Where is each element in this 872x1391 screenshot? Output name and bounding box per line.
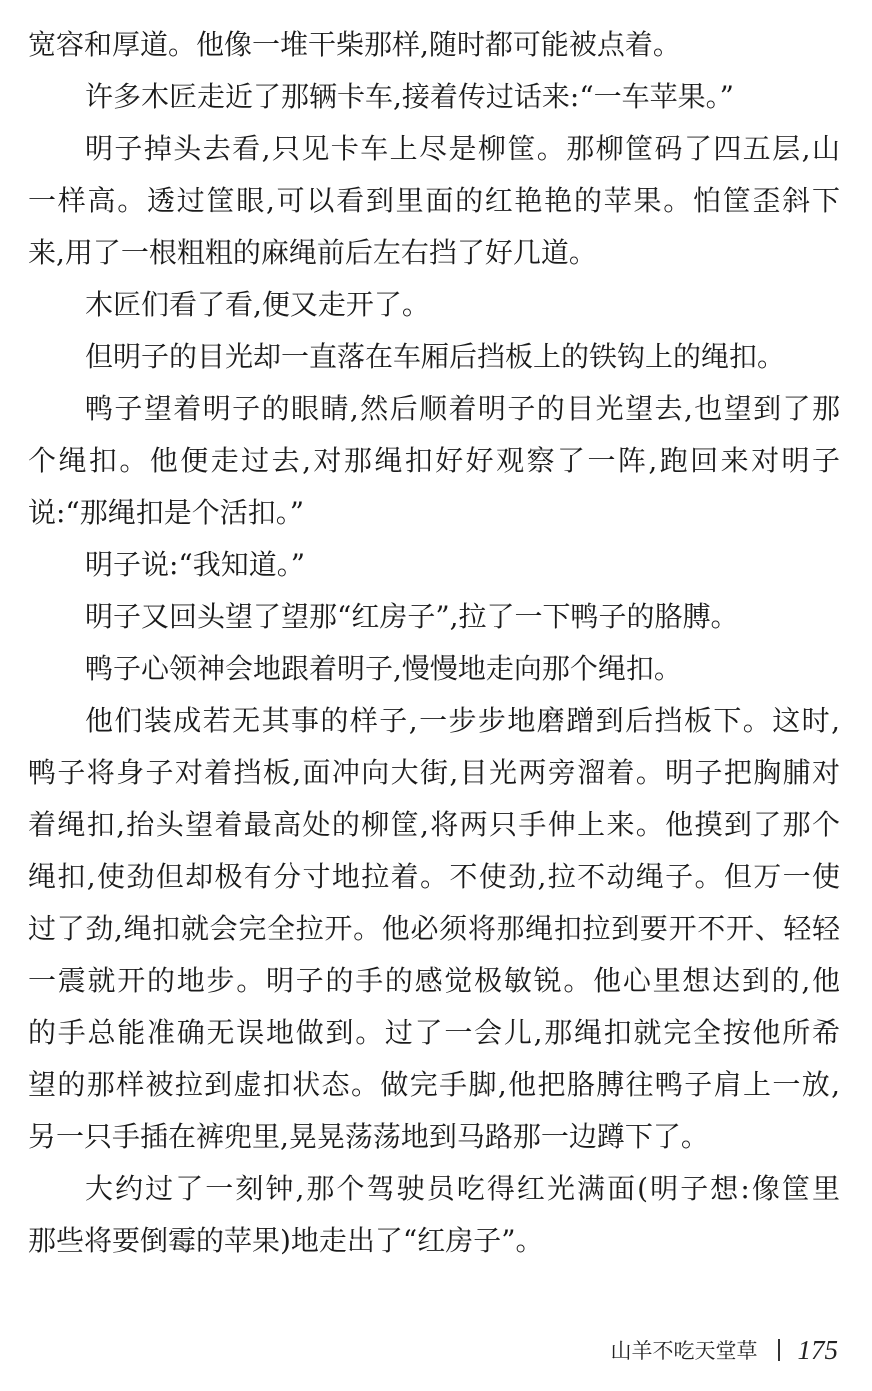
text-line: 木匠们看了看,便又走开了。: [85, 288, 430, 321]
text-line: 鸭子心领神会地跟着明子,慢慢地走向那个绳扣。: [85, 652, 682, 685]
text-line: 大约过了一刻钟,那个驾驶员吃得红光满面(明子想:像筐里: [85, 1172, 840, 1205]
text-line: 鸭子望着明子的眼睛,然后顺着明子的目光望去,也望到了那: [85, 392, 840, 425]
paragraph: [28, 71, 840, 123]
paragraph: [28, 1163, 840, 1267]
text-line: 另一只手插在裤兜里,晃晃荡荡地到马路那一边蹲下了。: [28, 1120, 709, 1153]
text-line: 说:“那绳扣是个活扣。”: [28, 496, 305, 529]
paragraph: [28, 19, 840, 71]
paragraph: [28, 539, 840, 591]
paragraph: [28, 591, 840, 643]
text-line: 着绳扣,抬头望着最高处的柳筐,将两只手伸上来。他摸到了那个: [28, 808, 840, 841]
text-line: 宽容和厚道。他像一堆干柴那样,随时都可能被点着。: [28, 28, 681, 61]
text-line: 一震就开的地步。明子的手的感觉极敏锐。他心里想达到的,他: [28, 964, 840, 997]
text-line: 来,用了一根粗粗的麻绳前后左右挡了好几道。: [28, 236, 597, 269]
paragraph: [28, 331, 840, 383]
paragraph: [28, 123, 840, 279]
paragraph: [28, 643, 840, 695]
paragraph: [28, 279, 840, 331]
paragraph: [28, 383, 840, 539]
text-line: 一样高。透过筐眼,可以看到里面的红艳艳的苹果。怕筐歪斜下: [28, 184, 840, 217]
text-line: 他们装成若无其事的样子,一步步地磨蹭到后挡板下。这时,: [85, 704, 840, 737]
text-line: 许多木匠走近了那辆卡车,接着传过话来:“一车苹果。”: [85, 80, 734, 113]
text-line: 那些将要倒霉的苹果)地走出了“红房子”。: [28, 1224, 544, 1257]
text-line: 明子说:“我知道。”: [85, 548, 306, 581]
footer-divider: [778, 1339, 780, 1361]
page-number: 175: [797, 1334, 838, 1365]
text-line: 绳扣,使劲但却极有分寸地拉着。不使劲,拉不动绳子。但万一使: [28, 860, 840, 893]
paragraph: [28, 695, 840, 1163]
body-text: [28, 19, 840, 1267]
text-line: 鸭子将身子对着挡板,面冲向大街,目光两旁溜着。明子把胸脯对: [28, 756, 840, 789]
text-line: 过了劲,绳扣就会完全拉开。他必须将那绳扣拉到要开不开、轻轻: [28, 912, 840, 945]
running-title: 山羊不吃天堂草: [610, 1339, 758, 1363]
text-line: 明子掉头去看,只见卡车上尽是柳筐。那柳筐码了四五层,山: [85, 132, 840, 165]
text-line: 但明子的目光却一直落在车厢后挡板上的铁钩上的绳扣。: [85, 340, 786, 373]
text-line: 的手总能准确无误地做到。过了一会儿,那绳扣就完全按他所希: [28, 1016, 840, 1049]
page-footer: [611, 1330, 839, 1370]
text-line: 明子又回头望了望那“红房子”,拉了一下鸭子的胳膊。: [85, 600, 739, 633]
text-line: 望的那样被拉到虚扣状态。做完手脚,他把胳膊往鸭子肩上一放,: [28, 1068, 840, 1101]
text-line: 个绳扣。他便走过去,对那绳扣好好观察了一阵,跑回来对明子: [28, 444, 840, 477]
